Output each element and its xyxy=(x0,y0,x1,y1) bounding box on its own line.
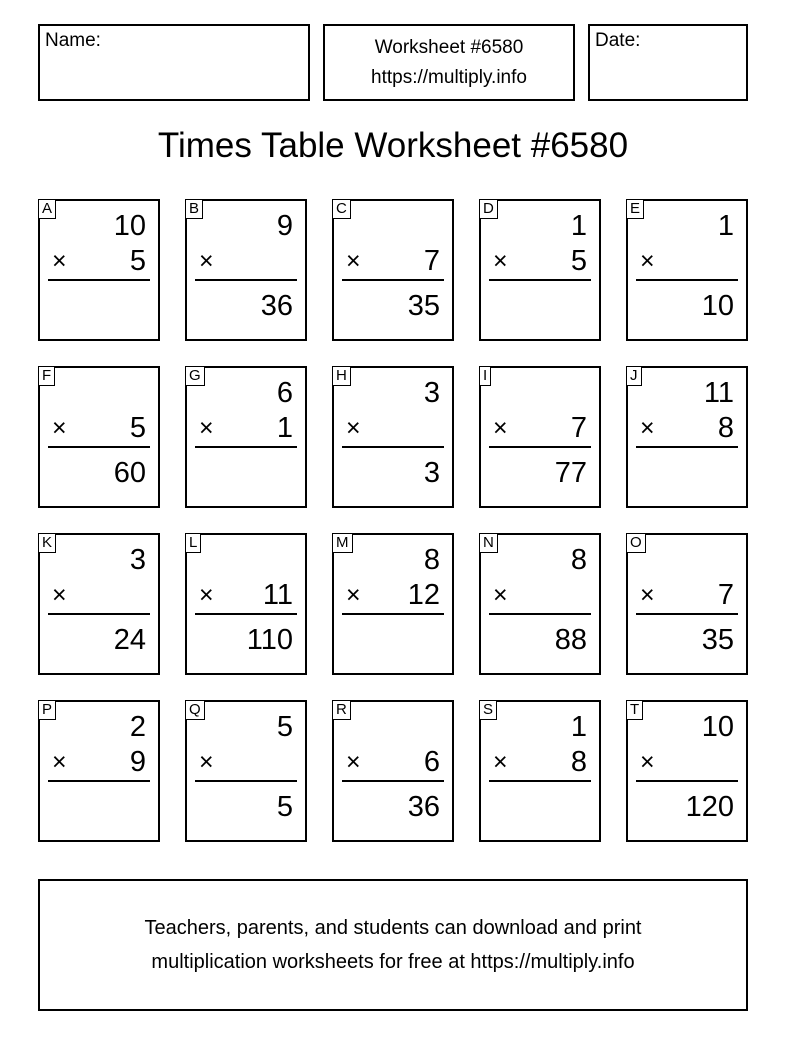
product: 5 xyxy=(276,791,293,823)
problem-cell-n xyxy=(479,533,601,675)
answer-rule xyxy=(636,446,738,448)
multiplier: 1 xyxy=(276,412,293,444)
footer-line-1: Teachers, parents, and students can download and print xyxy=(144,917,642,939)
times-sign: × xyxy=(199,247,214,275)
times-sign: × xyxy=(493,581,508,609)
answer-rule xyxy=(342,279,444,281)
problem-letter: T xyxy=(626,700,643,720)
multiplicand: 11 xyxy=(703,377,734,409)
problem-letter: K xyxy=(38,533,56,553)
multiplicand: 1 xyxy=(717,210,734,242)
problem-cell-f xyxy=(38,366,160,508)
answer-rule xyxy=(195,279,297,281)
times-sign: × xyxy=(199,581,214,609)
problem-cell-a xyxy=(38,199,160,341)
footer-box xyxy=(38,879,748,1011)
times-sign: × xyxy=(493,748,508,776)
times-sign: × xyxy=(640,414,655,442)
multiplicand: 8 xyxy=(423,544,440,576)
answer-rule xyxy=(48,780,150,782)
product: 24 xyxy=(113,624,146,656)
product: 110 xyxy=(246,624,293,656)
times-sign: × xyxy=(199,748,214,776)
name-field-box xyxy=(38,24,310,101)
problem-letter: A xyxy=(38,199,56,219)
problem-cell-i xyxy=(479,366,601,508)
multiplicand: 2 xyxy=(129,711,146,743)
multiplier: 8 xyxy=(717,412,734,444)
problem-cell-j xyxy=(626,366,748,508)
problem-letter: D xyxy=(479,199,498,219)
date-label: Date: xyxy=(595,30,641,51)
multiplier: 11 xyxy=(262,579,293,611)
problem-letter: P xyxy=(38,700,56,720)
multiplier: 7 xyxy=(717,579,734,611)
answer-rule xyxy=(342,446,444,448)
times-sign: × xyxy=(52,581,67,609)
product: 10 xyxy=(701,290,734,322)
times-sign: × xyxy=(346,581,361,609)
multiplier: 12 xyxy=(407,579,440,611)
footer-line-2: multiplication worksheets for free at https://multiply.info xyxy=(151,951,635,973)
worksheet-url: https://multiply.info xyxy=(371,67,527,88)
problem-letter: Q xyxy=(185,700,205,720)
answer-rule xyxy=(195,780,297,782)
multiplicand: 6 xyxy=(276,377,293,409)
multiplicand: 1 xyxy=(570,210,587,242)
problem-letter: C xyxy=(332,199,351,219)
answer-rule xyxy=(636,780,738,782)
multiplicand: 3 xyxy=(423,377,440,409)
times-sign: × xyxy=(346,414,361,442)
problem-letter: E xyxy=(626,199,644,219)
answer-rule xyxy=(489,279,591,281)
problem-letter: R xyxy=(332,700,351,720)
answer-rule xyxy=(342,613,444,615)
times-sign: × xyxy=(640,247,655,275)
name-label: Name: xyxy=(45,30,101,51)
product: 35 xyxy=(407,290,440,322)
multiplier: 5 xyxy=(570,245,587,277)
answer-rule xyxy=(48,446,150,448)
answer-rule xyxy=(48,279,150,281)
answer-rule xyxy=(636,613,738,615)
problem-cell-g xyxy=(185,366,307,508)
times-sign: × xyxy=(346,247,361,275)
problem-cell-q xyxy=(185,700,307,842)
problem-cell-h xyxy=(332,366,454,508)
problem-letter: H xyxy=(332,366,351,386)
problem-cell-p xyxy=(38,700,160,842)
problem-cell-s xyxy=(479,700,601,842)
problem-cell-o xyxy=(626,533,748,675)
date-field-box xyxy=(588,24,748,101)
times-sign: × xyxy=(640,581,655,609)
product: 35 xyxy=(701,624,734,656)
problem-cell-d xyxy=(479,199,601,341)
product: 3 xyxy=(423,457,440,489)
problem-letter: M xyxy=(332,533,353,553)
product: 77 xyxy=(554,457,587,489)
times-sign: × xyxy=(52,748,67,776)
answer-rule xyxy=(489,780,591,782)
worksheet-id-box xyxy=(323,24,575,101)
multiplicand: 9 xyxy=(276,210,293,242)
answer-rule xyxy=(195,446,297,448)
multiplicand: 3 xyxy=(129,544,146,576)
multiplicand: 10 xyxy=(701,711,734,743)
multiplier: 9 xyxy=(129,746,146,778)
product: 36 xyxy=(260,290,293,322)
times-sign: × xyxy=(346,748,361,776)
times-sign: × xyxy=(52,414,67,442)
worksheet-number: Worksheet #6580 xyxy=(374,37,524,58)
problem-cell-t xyxy=(626,700,748,842)
problem-cell-r xyxy=(332,700,454,842)
multiplier: 7 xyxy=(570,412,587,444)
times-sign: × xyxy=(199,414,214,442)
answer-rule xyxy=(342,780,444,782)
problem-letter: S xyxy=(479,700,497,720)
multiplier: 6 xyxy=(423,746,440,778)
product: 36 xyxy=(407,791,440,823)
multiplicand: 10 xyxy=(113,210,146,242)
product: 88 xyxy=(554,624,587,656)
problem-letter: B xyxy=(185,199,203,219)
problem-letter: J xyxy=(626,366,642,386)
answer-rule xyxy=(489,446,591,448)
times-sign: × xyxy=(52,247,67,275)
problem-cell-b xyxy=(185,199,307,341)
problem-letter: F xyxy=(38,366,55,386)
problem-letter: O xyxy=(626,533,646,553)
multiplier: 8 xyxy=(570,746,587,778)
product: 60 xyxy=(113,457,146,489)
problem-letter: I xyxy=(479,366,491,386)
problem-cell-m xyxy=(332,533,454,675)
problem-letter: N xyxy=(479,533,498,553)
times-sign: × xyxy=(640,748,655,776)
product: 120 xyxy=(685,791,734,823)
multiplicand: 1 xyxy=(570,711,587,743)
answer-rule xyxy=(489,613,591,615)
problem-cell-k xyxy=(38,533,160,675)
problem-cell-c xyxy=(332,199,454,341)
multiplicand: 5 xyxy=(276,711,293,743)
multiplier: 5 xyxy=(129,245,146,277)
answer-rule xyxy=(636,279,738,281)
multiplicand: 8 xyxy=(570,544,587,576)
multiplier: 5 xyxy=(129,412,146,444)
times-sign: × xyxy=(493,247,508,275)
times-sign: × xyxy=(493,414,508,442)
answer-rule xyxy=(48,613,150,615)
problem-letter: L xyxy=(185,533,201,553)
page-title: Times Table Worksheet #6580 xyxy=(157,126,629,165)
answer-rule xyxy=(195,613,297,615)
problem-cell-e xyxy=(626,199,748,341)
problem-cell-l xyxy=(185,533,307,675)
multiplier: 7 xyxy=(423,245,440,277)
problem-letter: G xyxy=(185,366,205,386)
